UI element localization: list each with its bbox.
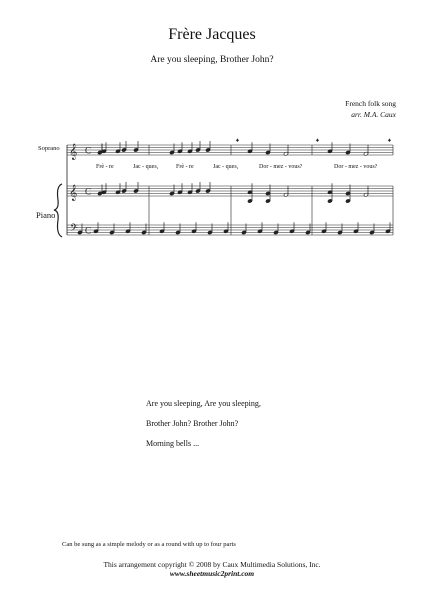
- treble-clef-icon: 𝄞: [69, 185, 78, 201]
- soprano-staff: [67, 145, 393, 155]
- round-entry-mark: +: [316, 139, 319, 144]
- lyric-syllable: Frè - re: [176, 164, 194, 170]
- soprano-label: Soprano: [38, 145, 60, 152]
- piano-treble-staff: [67, 186, 393, 196]
- bass-clef-icon: 𝄢: [70, 222, 78, 236]
- time-signature: C: [85, 145, 92, 156]
- treble-clef-icon: 𝄞: [69, 144, 78, 160]
- arranger-credit: arr. M.A. Caux: [351, 110, 396, 119]
- verse-line: Morning bells ...: [146, 439, 200, 448]
- verse-line: Brother John? Brother John?: [146, 419, 239, 428]
- website-link[interactable]: www.sheetmusic2print.com: [169, 569, 255, 578]
- composer-credit: French folk song: [345, 99, 396, 108]
- round-entry-mark: +: [236, 139, 239, 144]
- performance-note: Can be sung as a simple melody or as a round with up to four parts: [62, 541, 236, 548]
- page-title: Frère Jacques: [168, 26, 256, 43]
- piano-bass-staff: [67, 225, 393, 235]
- lyric-syllable: Jac - ques,: [213, 164, 239, 170]
- lyric-syllable: Dor - mez - vous?: [334, 164, 378, 170]
- lyric-syllable: Frè - re: [96, 164, 114, 170]
- round-entry-mark: +: [388, 139, 391, 144]
- page-subtitle: Are you sleeping, Brother John?: [150, 55, 274, 65]
- lyric-syllable: Jac - ques,: [133, 164, 159, 170]
- verse-line: Are you sleeping, Are you sleeping,: [146, 399, 261, 408]
- lyric-syllable: Dor - mez - vous?: [259, 164, 303, 170]
- piano-label: Piano: [36, 210, 56, 220]
- copyright-notice: This arrangement copyright © 2008 by Caux Multimedia Solutions, Inc.: [103, 560, 321, 569]
- time-signature: C: [85, 186, 92, 197]
- verse-text: [146, 400, 261, 460]
- time-signature: C: [85, 225, 92, 236]
